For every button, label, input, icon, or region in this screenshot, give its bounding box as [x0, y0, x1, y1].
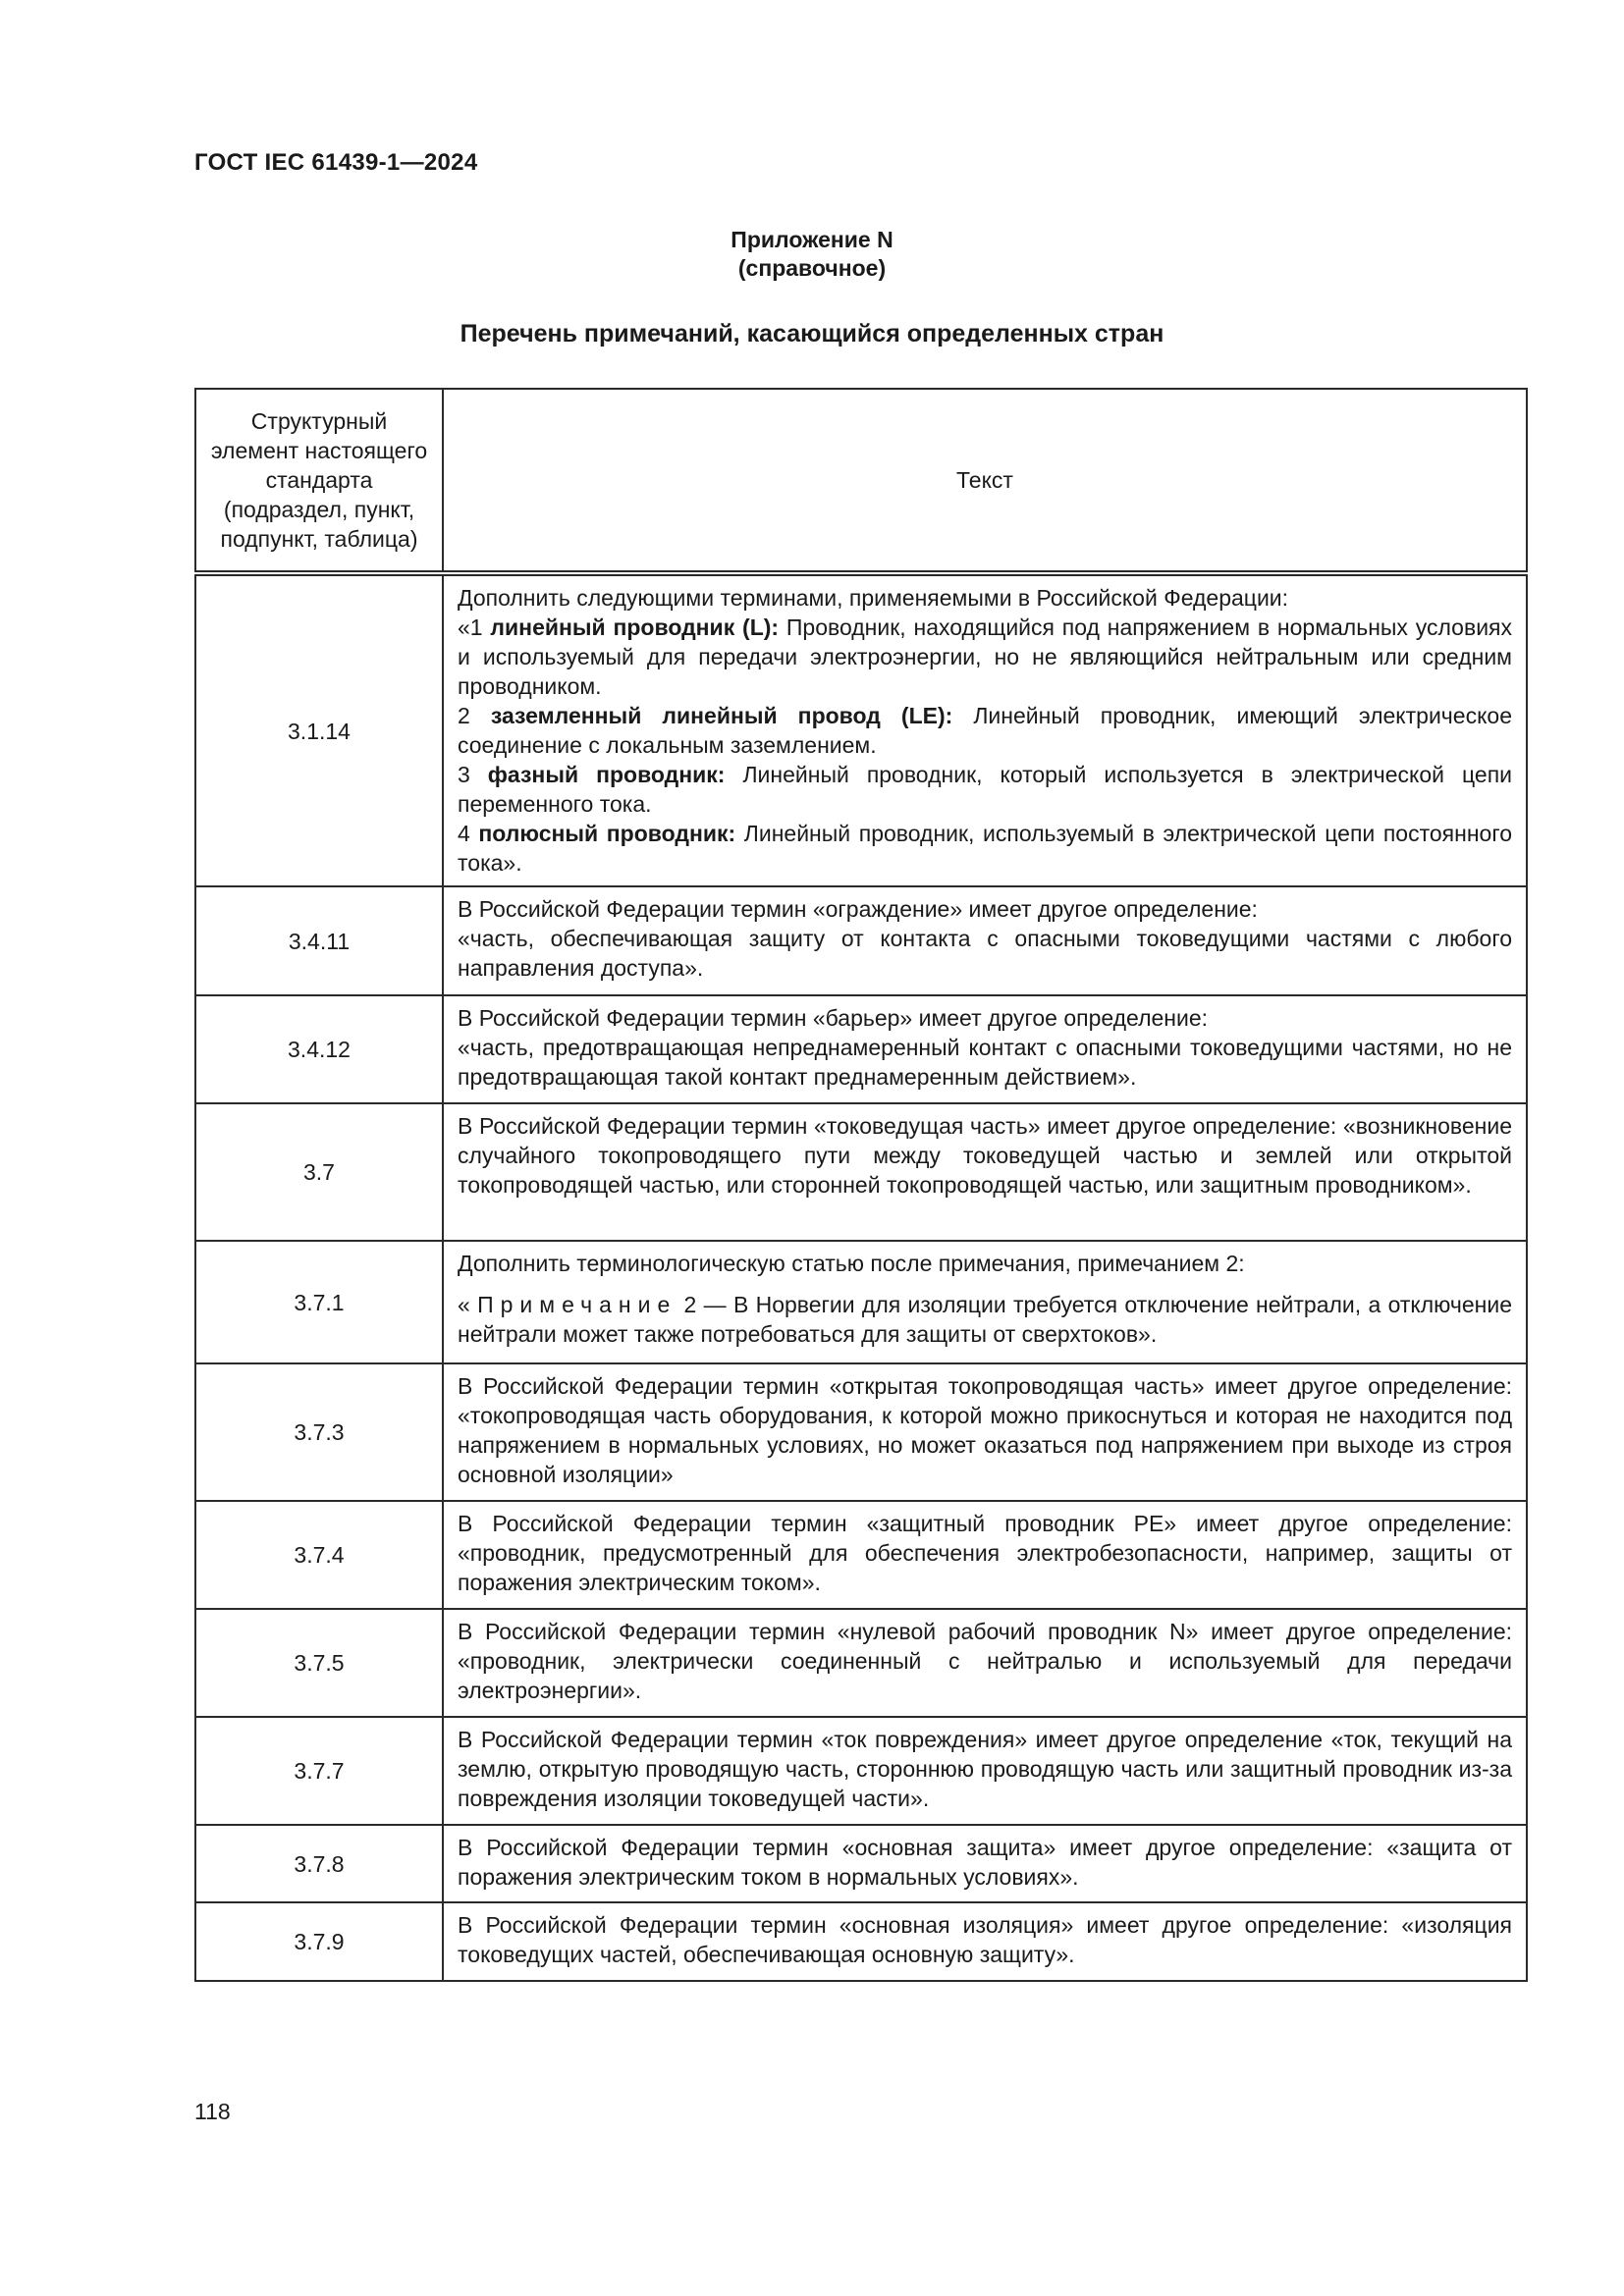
table-row	[195, 1902, 1527, 1981]
annex-subtitle: (справочное)	[737, 255, 887, 281]
row-text: В Российской Федерации термин «ограждение» имеет другое определение: «часть, обеспечивающая защиту от контакта с опасными токоведущими частями с любого направления доступа».	[443, 886, 1527, 995]
table-row	[195, 1103, 1527, 1241]
row-text: В Российской Федерации термин «токоведущая часть» имеет другое определение: «возникновение случайного токопроводящего пути между токоведущей частью и землей или открытой токопроводящей частью, или сторонней токопроводящей частью, или защитным проводником».	[443, 1103, 1527, 1241]
row-text: Дополнить терминологическую статью после примечания, примечанием 2: « Примечание 2 — В Норвегии для изоляции требуется отключение нейтрали, а отключение нейтрали может также потребоваться для защиты от сверхтоков».	[443, 1241, 1527, 1363]
column-header-text: Текст	[443, 389, 1527, 573]
table-row	[195, 1241, 1527, 1363]
column-header-structural-element: Структурный элемент настоящего стандарта (подраздел, пункт, подпункт, таблица)	[195, 389, 443, 573]
annex-title: Приложение N	[731, 227, 893, 252]
annex-heading	[0, 226, 1624, 283]
document-code: ГОСТ IEC 61439-1—2024	[194, 149, 478, 176]
page-number: 118	[194, 2099, 231, 2124]
row-text	[443, 573, 1527, 886]
table-row	[195, 1825, 1527, 1902]
row-text: В Российской Федерации термин «барьер» имеет другое определение: «часть, предотвращающая непреднамеренный контакт с опасными токоведущими частями, но не предотвращающая такой контакт преднамеренным действием».	[443, 995, 1527, 1103]
row-code: 3.7.3	[195, 1363, 443, 1501]
row-code: 3.7.9	[195, 1902, 443, 1981]
row-code: 3.7	[195, 1103, 443, 1241]
row-code: 3.1.14	[195, 573, 443, 886]
row-code: 3.4.11	[195, 886, 443, 995]
row-text: В Российской Федерации термин «защитный проводник PE» имеет другое определение: «проводник, предусмотренный для обеспечения электробезопасности, например, защиты от поражения электрическим током».	[443, 1501, 1527, 1609]
row-code: 3.7.4	[195, 1501, 443, 1609]
table-row	[195, 886, 1527, 995]
note-label: Примечание	[477, 1292, 677, 1317]
row-text: В Российской Федерации термин «основная защита» имеет другое определение: «защита от поражения электрическим током в нормальных условиях».	[443, 1825, 1527, 1902]
table-row	[195, 573, 1527, 886]
term-name: полюсный проводник:	[478, 821, 736, 846]
term-entry: 3 фазный проводник: Линейный проводник, который используется в электрической цепи переменного тока.	[458, 762, 1512, 817]
country-notes-table	[194, 388, 1528, 1982]
table-row	[195, 995, 1527, 1103]
row-code: 3.7.5	[195, 1609, 443, 1717]
table-row	[195, 1609, 1527, 1717]
table-row	[195, 1363, 1527, 1501]
row-intro: Дополнить следующими терминами, применяемыми в Российской Федерации:	[458, 585, 1289, 611]
row-text: В Российской Федерации термин «ток повреждения» имеет другое определение «ток, текущий на землю, открытую проводящую часть, стороннюю проводящую часть или защитный проводник из-за повреждения изоляции токоведущей части».	[443, 1717, 1527, 1825]
row-text: В Российской Федерации термин «открытая токопроводящая часть» имеет другое определение: «токопроводящая часть оборудования, к которой можно прикоснуться и которая не находится под напряжением в нормальных условиях, но может оказаться под напряжением при выходе из строя основной изоляции»	[443, 1363, 1527, 1501]
row-text: В Российской Федерации термин «основная изоляция» имеет другое определение: «изоляция токоведущих частей, обеспечивающая основную защиту».	[443, 1902, 1527, 1981]
table-row	[195, 1717, 1527, 1825]
term-name: заземленный линейный провод (LE):	[490, 703, 953, 728]
row-code: 3.7.8	[195, 1825, 443, 1902]
row-code: 3.7.1	[195, 1241, 443, 1363]
table-header-row	[195, 389, 1527, 573]
term-name: фазный проводник:	[487, 762, 726, 787]
row-code: 3.4.12	[195, 995, 443, 1103]
term-entry: 2 заземленный линейный провод (LE): Линейный проводник, имеющий электрическое соединение с локальным заземлением.	[458, 703, 1512, 758]
table-row	[195, 1501, 1527, 1609]
term-name: линейный проводник (L):	[490, 614, 780, 640]
term-entry: «1 линейный проводник (L): Проводник, находящийся под напряжением в нормальных условиях и используемый для передачи электроэнергии, но не являющийся нейтральным или средним проводником.	[458, 614, 1512, 699]
note: « Примечание 2 — В Норвегии для изоляции требуется отключение нейтрали, а отключение нейтрали может также потребоваться для защиты от сверхтоков».	[458, 1292, 1512, 1347]
row-code: 3.7.7	[195, 1717, 443, 1825]
table-title: Перечень примечаний, касающийся определенных стран	[460, 320, 1164, 347]
row-text: В Российской Федерации термин «нулевой рабочий проводник N» имеет другое определение: «проводник, электрически соединенный с нейтралью и используемый для передачи электроэнергии».	[443, 1609, 1527, 1717]
term-entry: 4 полюсный проводник: Линейный проводник, используемый в электрической цепи постоянного тока».	[458, 821, 1512, 876]
